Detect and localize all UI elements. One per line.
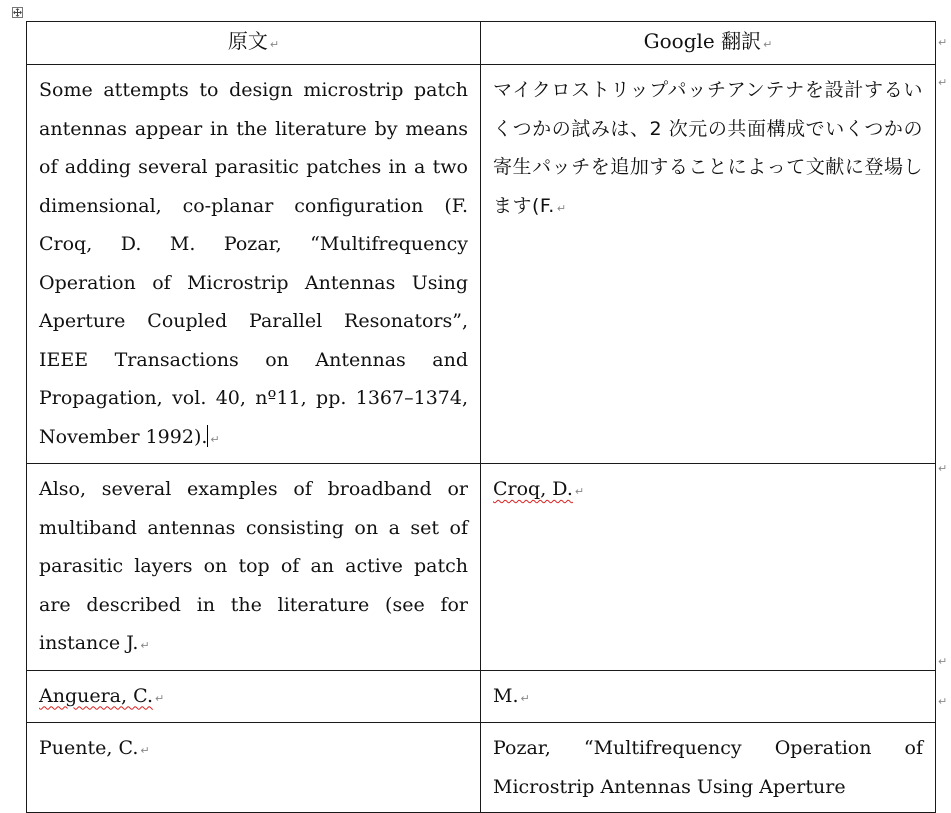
cell-translation[interactable]	[481, 723, 936, 813]
row-end-mark-icon: ↵	[938, 462, 948, 475]
header-cell-original[interactable]	[27, 22, 481, 65]
cell-text: マイクロストリップパッチアンテナを設計するいくつかの試みは、2 次元の共面構成でいくつかの寄生パッチを追加することによって文献に登場します(F.	[493, 79, 923, 217]
cell-end-mark-icon: ↵	[763, 38, 773, 51]
cell-text: Also, several examples of broadband or multiband antennas consisting on a set of parasitic layers on top of an active patch are described in the literature (see for instance J.	[39, 478, 468, 654]
cell-original[interactable]	[27, 65, 481, 464]
cell-text: M.	[493, 684, 519, 707]
row-end-mark-icon: ↵	[938, 655, 948, 668]
cell-text: Croq, D.	[493, 478, 573, 500]
table-row	[27, 723, 936, 813]
cell-original[interactable]	[27, 723, 481, 813]
table-header-row	[27, 22, 936, 65]
cell-translation[interactable]	[481, 464, 936, 671]
cell-translation[interactable]	[481, 65, 936, 464]
cell-end-mark-icon: ↵	[556, 201, 567, 215]
row-end-mark-icon: ↵	[938, 695, 948, 708]
row-end-mark-icon: ↵	[938, 36, 948, 49]
cell-text: Puente, C.	[39, 737, 139, 759]
table-row	[27, 65, 936, 464]
row-end-mark-icon: ↵	[938, 76, 948, 89]
cell-text: Pozar, “Multifrequency Operation of Microstrip Antennas Using Aperture	[493, 737, 923, 798]
table-move-handle-icon[interactable]	[12, 7, 23, 18]
cell-end-mark-icon: ↵	[269, 38, 280, 51]
cell-text: Some attempts to design microstrip patch antennas appear in the literature by means of adding several parasitic patches in a two dimensional, co-planar configuration (F. Croq, D. M. Pozar, “Multifrequency Operation of Microstrip Antennas Using Aperture Coupled Parallel Resonators”, IEEE Transactions on Antennas and Propagation, vol. 40, nº11, pp. 1367–1374, November 1992).	[39, 79, 468, 448]
table-row	[27, 464, 936, 671]
header-cell-translation[interactable]	[481, 22, 936, 65]
table-row	[27, 670, 936, 723]
header-translation-label: Google 翻訳	[643, 29, 762, 53]
cell-original[interactable]	[27, 464, 481, 671]
translation-table	[26, 21, 936, 813]
cell-end-mark-icon: ↵	[574, 485, 585, 498]
cell-original[interactable]	[27, 670, 481, 723]
text-cursor	[207, 425, 208, 447]
cell-end-mark-icon: ↵	[140, 744, 150, 757]
cell-translation[interactable]	[481, 670, 936, 723]
cell-end-mark-icon: ↵	[520, 691, 530, 705]
cell-end-mark-icon: ↵	[210, 432, 220, 446]
cell-text: Anguera, C.	[39, 684, 153, 707]
header-original-label: 原文	[227, 29, 268, 53]
cell-end-mark-icon: ↵	[155, 691, 165, 705]
cell-end-mark-icon: ↵	[140, 639, 150, 652]
